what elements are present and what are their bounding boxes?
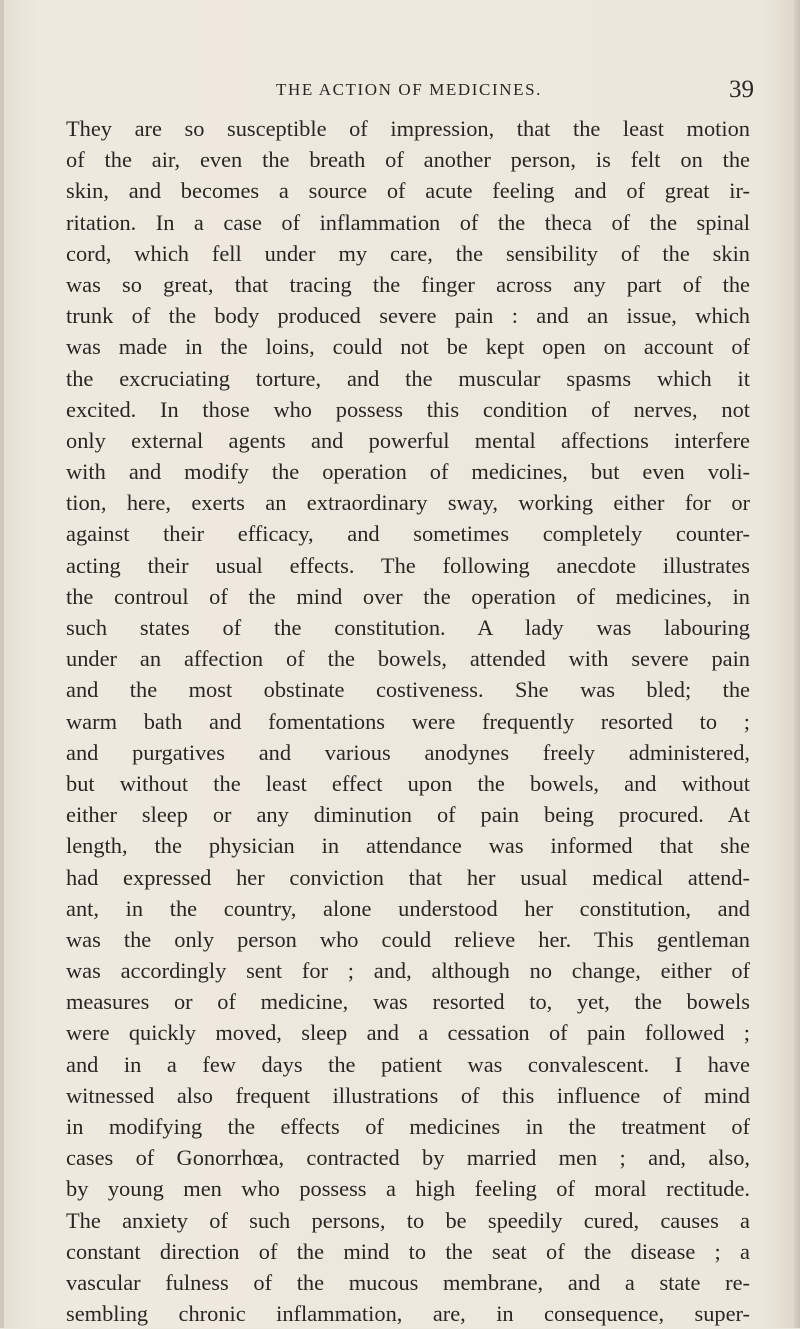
text-line: measures or of medicine, was resorted to, yet, the bowels xyxy=(66,989,750,1015)
text-line: and the most obstinate costiveness. She was bled; the xyxy=(66,677,750,703)
text-line: ritation. In a case of inflammation of the theca of the spinal xyxy=(66,209,750,235)
text-line: of the air, even the breath of another person, is felt on the xyxy=(66,147,750,173)
text-line: such states of the constitution. A lady was labouring xyxy=(66,615,750,640)
text-line: only external agents and powerful mental affections interfere xyxy=(66,427,750,453)
text-line: either sleep or any diminution of pain being procured. At xyxy=(66,802,750,828)
text-line: vascular fulness of the mucous membrane, and a state re- xyxy=(66,1269,750,1295)
text-line: trunk of the body produced severe pain : and an issue, which xyxy=(66,303,750,329)
text-line: was accordingly sent for ; and, although no change, either of xyxy=(66,958,750,984)
text-line: skin, and becomes a source of acute feeling and of great ir- xyxy=(66,178,750,204)
text-line: the excruciating torture, and the muscular spasms which it xyxy=(66,365,750,391)
text-line: against their efficacy, and sometimes completely counter- xyxy=(66,521,750,547)
text-line: with and modify the operation of medicines, but even voli- xyxy=(66,459,750,485)
page-number: 39 xyxy=(729,76,754,103)
running-head xyxy=(64,76,754,106)
text-line: ant, in the country, alone understood her constitution, and xyxy=(66,895,750,921)
running-title: THE ACTION OF MEDICINES. xyxy=(275,80,542,99)
text-line: was the only person who could relieve her. This gentleman xyxy=(66,926,750,952)
text-line: but without the least effect upon the bowels, and without xyxy=(66,770,750,796)
text-line: tion, here, exerts an extraordinary sway, working either for or xyxy=(66,490,750,516)
text-line: was so great, that tracing the finger across any part of the xyxy=(66,271,750,297)
text-line: were quickly moved, sleep and a cessation of pain followed ; xyxy=(66,1020,750,1046)
text-line: in modifying the effects of medicines in the treatment of xyxy=(66,1114,750,1139)
text-line: acting their usual effects. The following anecdote illustrates xyxy=(66,552,750,578)
text-line: was made in the loins, could not be kept open on account of xyxy=(66,334,750,360)
text-line: excited. In those who possess this condition of nerves, not xyxy=(66,396,750,422)
text-line: length, the physician in attendance was informed that she xyxy=(66,833,750,859)
page-right-edge xyxy=(794,0,800,1328)
text-line: under an affection of the bowels, attended with severe pain xyxy=(66,646,750,672)
text-line: warm bath and fomentations were frequently resorted to ; xyxy=(66,708,750,734)
body-text xyxy=(66,113,750,1329)
text-line: by young men who possess a high feeling of moral rectitude. xyxy=(66,1176,750,1202)
text-line: cord, which fell under my care, the sensibility of the skin xyxy=(66,240,750,266)
text-line: The anxiety of such persons, to be speedily cured, causes a xyxy=(66,1207,750,1233)
text-line: and purgatives and various anodynes freely administered, xyxy=(66,739,750,765)
text-line: constant direction of the mind to the seat of the disease ; a xyxy=(66,1238,750,1264)
text-line: and in a few days the patient was convalescent. I have xyxy=(66,1051,750,1077)
text-line: cases of Gonorrhœa, contracted by married men ; and, also, xyxy=(66,1145,750,1171)
page-left-edge xyxy=(0,0,4,1328)
text-line: had expressed her conviction that her usual medical attend- xyxy=(66,864,750,890)
text-line: witnessed also frequent illustrations of this influence of mind xyxy=(66,1082,750,1108)
text-line: They are so susceptible of impression, that the least motion xyxy=(66,116,750,141)
text-line: sembling chronic inflammation, are, in consequence, super- xyxy=(66,1301,750,1327)
text-line: the controul of the mind over the operation of medicines, in xyxy=(66,583,750,609)
